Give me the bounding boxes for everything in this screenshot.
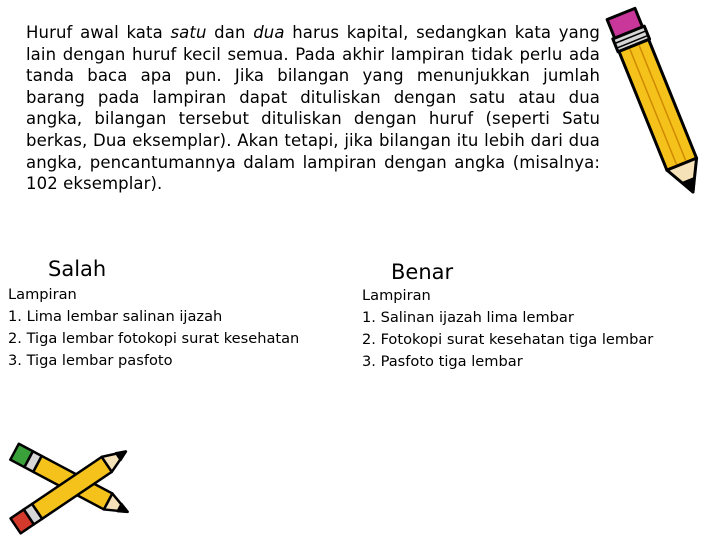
explanation-paragraph	[26, 22, 600, 195]
right-attachment-list	[362, 285, 653, 373]
wrong-list-title: Lampiran	[8, 286, 77, 303]
right-list-item: 2. Fotokopi surat kesehatan tiga lembar	[362, 331, 654, 348]
right-list-item: 1. Salinan ijazah lima lembar	[362, 309, 574, 326]
right-list-item: 3. Pasfoto tiga lembar	[362, 353, 523, 370]
crossed-pencils-icon	[0, 425, 150, 540]
wrong-heading: Salah	[48, 257, 107, 281]
paragraph-text-start: Huruf awal kata	[26, 23, 171, 42]
wrong-list-item: 1. Lima lembar salinan ijazah	[8, 308, 223, 325]
paragraph-emphasis-satu: satu	[170, 23, 207, 42]
pencil-icon	[605, 0, 715, 210]
paragraph-text-rest: harus kapital, sedangkan kata yang lain dengan huruf kecil semua. Pada akhir lampiran tidak perlu ada tanda baca apa pun. Jika bilangan yang menunjukkan jumlah barang pada lampiran dapat dituliskan dengan satu atau dua angka, bilangan tersebut dituliskan dengan huruf (seperti Satu berkas, Dua eksemplar). Akan tetapi, jika bilangan itu lebih dari dua angka, pencantumannya dalam lampiran dengan angka (misalnya: 102 eksemplar).	[26, 23, 600, 194]
wrong-attachment-list	[8, 284, 299, 372]
paragraph-text-middle: dan	[206, 23, 254, 42]
wrong-list-item: 3. Tiga lembar pasfoto	[8, 352, 173, 369]
wrong-list-item: 2. Tiga lembar fotokopi surat kesehatan	[8, 330, 300, 347]
paragraph-emphasis-dua: dua	[253, 23, 285, 42]
right-heading: Benar	[391, 260, 454, 284]
right-list-title: Lampiran	[362, 287, 431, 304]
